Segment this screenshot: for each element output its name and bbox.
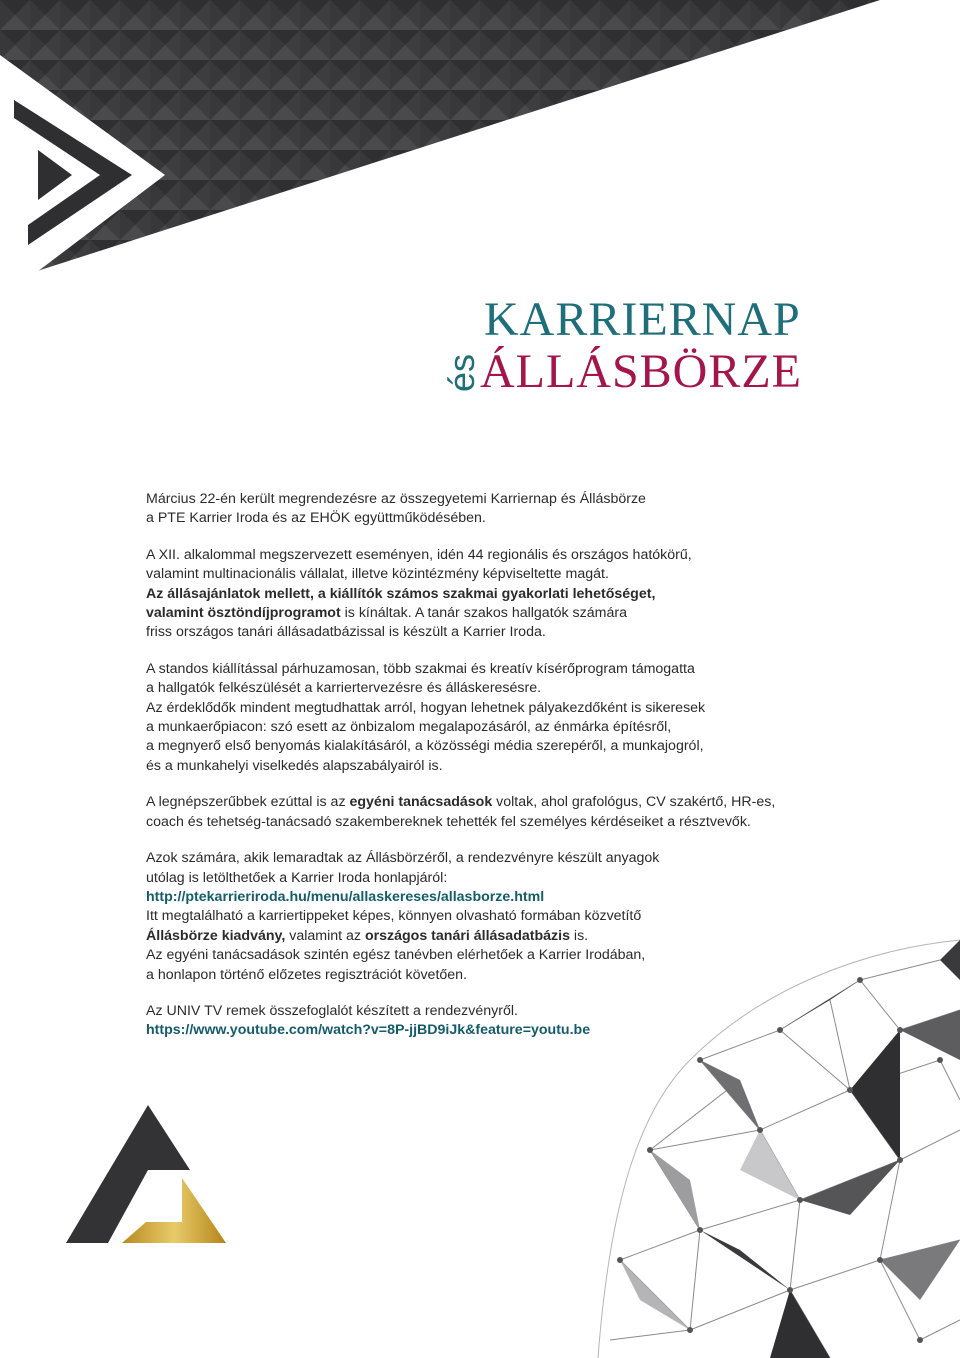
p2-line4-bold: valamint ösztöndíjprogramot [146, 605, 341, 622]
paragraph-materials [146, 849, 846, 985]
event-title [440, 292, 860, 412]
youtube-link[interactable]: https://www.youtube.com/watch?v=8P-jjBD9iJk&feature=youtu.be [146, 1022, 591, 1039]
paragraph-intro [146, 490, 846, 529]
p5-line5-bold2: országos tanári állásadatbázis [364, 927, 570, 944]
p4-line1-b: voltak, ahol grafológus, CV szakértő, HR-es, [492, 794, 776, 811]
header-pattern-shape [0, 0, 880, 283]
title-connector-es: és [441, 353, 482, 392]
p6-link-line [146, 1021, 846, 1040]
p3-line2: a hallgatók felkészülését a karriertervezésre és álláskeresésre. [146, 680, 542, 697]
p5-line6: Az egyéni tanácsadások szintén egész tanévben elérhetőek a Karrier Irodában, [146, 947, 646, 964]
allasborze-link[interactable]: http://ptekarrieriroda.hu/menu/allaskereses/allasborze.html [146, 888, 545, 905]
p4-line2: coach és tehetség-tanácsadó szakembereknek tehették fel személyes kérdéseiket a résztvevők. [146, 813, 751, 830]
paragraph-univ-tv [146, 1002, 846, 1041]
p3-line6: és a munkahelyi viselkedés alapszabályairól is. [146, 757, 443, 774]
p5-line5-mid: valamint az [285, 927, 365, 944]
p2-line4 [146, 604, 846, 623]
title-allasborze: ÁLLÁSBÖRZE [480, 345, 802, 398]
p2-line4-rest: is kínáltak. A tanár szakos hallgatók számára [340, 605, 627, 622]
p4-line1 [146, 793, 846, 812]
p5-line5-end: is. [569, 927, 589, 944]
p2-line3 [146, 585, 846, 604]
p5-link-line [146, 888, 846, 907]
p6-line1: Az UNIV TV remek összefoglalót készített a rendezvényről. [146, 1002, 518, 1019]
p5-line1: Azok számára, akik lemaradtak az Állásbörzéről, a rendezvényre készült anyagok [146, 850, 660, 867]
p5-line5-bold1: Állásbörze kiadvány, [146, 927, 286, 944]
p3-line3: Az érdeklődők mindent megtudhattak arról, hogyan lehetnek pályakezdőként is sikeresek [146, 699, 706, 716]
p3-line4: a munkaerőpiacon: szó esett az önbizalom megalapozásáról, az énmárka építésről, [146, 719, 672, 736]
p2-line2: valamint multinacionális vállalat, illetve közintézmény képviseltette magát. [146, 566, 609, 583]
p3-line1: A standos kiállítással párhuzamosan, több szakmai és kreatív kísérőprogram támogatta [146, 660, 695, 677]
paragraph-programs [146, 660, 846, 776]
bottom-logo-gold-inner [150, 1196, 178, 1222]
p5-line4: Itt megtalálható a karriertippeket képes, könnyen olvasható formában közvetítő [146, 908, 642, 925]
p2-line5: friss országos tanári állásadatbázissal is készült a Karrier Iroda. [146, 624, 546, 641]
title-karriernap: KARRIERNAP [484, 293, 801, 346]
p2-line1: A XII. alkalommal megszervezett eseményen, idén 44 regionális és országos hatókörű, [146, 546, 692, 563]
p1-line1: Március 22-én került megrendezésre az összegyetemi Karriernap és Állásbörze [146, 491, 646, 507]
p2-line3-bold: Az állásajánlatok mellett, a kiállítók számos szakmai gyakorlati lehetőséget, [146, 585, 656, 602]
p3-line5: a megnyerő első benyomás kialakításáról, a közösségi média szerepéről, a munkajogról, [146, 738, 704, 755]
paragraph-consulting [146, 793, 846, 832]
paragraph-exhibitors [146, 546, 846, 643]
p5-line5 [146, 927, 846, 946]
p5-line2: utólag is letölthetőek a Karrier Iroda honlapjáról: [146, 869, 448, 886]
p4-line1-a: A legnépszerűbbek ezúttal is az [146, 794, 350, 811]
article-body [146, 490, 846, 1058]
p1-line2: a PTE Karrier Iroda és az EHÖK együttműködésében. [146, 510, 486, 527]
p5-line7: a honlapon történő előzetes regisztrációt követően. [146, 966, 467, 983]
p4-line1-bold: egyéni tanácsadások [349, 794, 493, 811]
